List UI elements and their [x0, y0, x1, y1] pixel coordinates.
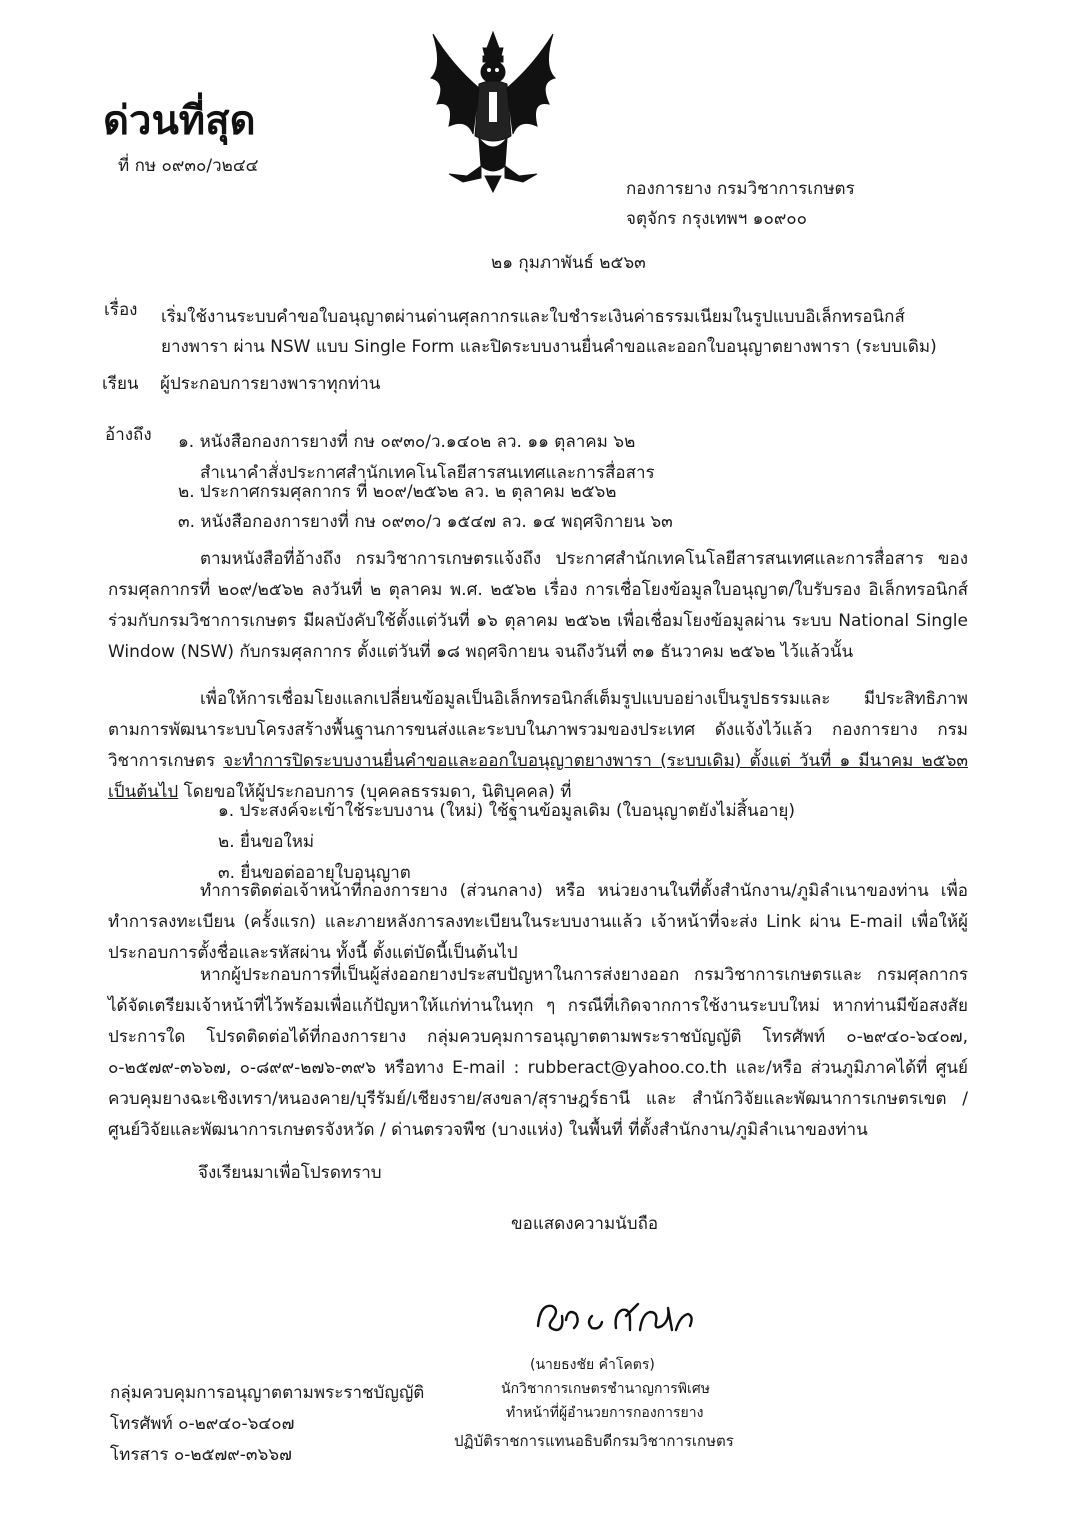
handwritten-signature — [530, 1286, 700, 1346]
reference-item: ๒. ประกาศกรมศุลกากร ที่ ๒๐๙/๒๕๖๒ ลว. ๒ ตุลาคม ๒๕๖๒ — [178, 482, 617, 502]
signatory-name: (นายธงชัย คำโคตร) — [530, 1357, 655, 1373]
reference-line: ๑. หนังสือกองการยางที่ กษ ๐๙๓๐/ว.๑๔๐๒ ลว. ๑๑ ตุลาคม ๖๒ — [178, 432, 636, 452]
reference-item — [178, 427, 655, 489]
paragraph-text: โดยขอให้ผู้ประกอบการ (บุคคลธรรมดา, นิติบุคคล) ที่ — [178, 782, 572, 802]
subject-label: เรื่อง — [104, 300, 138, 320]
urgency-heading: ด่วนที่สุด — [103, 98, 256, 144]
body-paragraph — [108, 960, 968, 1146]
reference-line: สำเนาคำสั่งประกาศสำนักเทคโนโลยีสารสนเทศและการสื่อสาร — [200, 463, 655, 483]
complimentary-close: ขอแสดงความนับถือ — [511, 1214, 659, 1234]
paragraph-text: หากผู้ประกอบการที่เป็นผู้ส่งออกยางประสบปัญหาในการส่งยางออก กรมวิชาการเกษตรและ กรมศุลกากร ได้จัดเตรียมเจ้าหน้าที่ไว้พร้อมเพื่อแก้ปัญหาให้แก่ท่านในทุก ๆ กรณีที่เกิดจากการใช้งานระบบใหม่ หากท่านมีข้อสงสัยประการใด โปรดติดต่อได้ที่กองการยาง กลุ่มควบคุมการอนุญาตตามพระราชบัญญัติ โทรศัพท์ ๐-๒๙๔๐-๖๔๐๗, ๐-๒๕๗๙-๓๖๖๗, ๐-๘๙๙-๒๗๖-๓๙๖ หรือทาง E-mail : rubberact@yahoo.co.th และ/หรือ ส่วนภูมิภาคได้ที่ ศูนย์ควบคุมยางฉะเชิงเทรา/หนองคาย/บุรีรัมย์/เชียงราย/สงขลา/สุราษฎร์ธานี และ สำนักวิจัยและพัฒนาการเกษตรเขต / ศูนย์วิจัยและพัฒนาการเกษตรจังหวัด / ด่านตรวจพืช (บางแห่ง) ในพื้นที่ ที่ตั้งสำนักงาน/ภูมิลำเนาของท่าน — [108, 965, 968, 1140]
signatory-position: นักวิชาการเกษตรชำนาญการพิเศษ — [501, 1381, 710, 1397]
addressee-label: เรียน — [102, 374, 139, 394]
reference-item: ๓. หนังสือกองการยางที่ กษ ๐๙๓๐/ว ๑๕๔๗ ลว. ๑๔ พฤศจิกายน ๖๓ — [178, 512, 673, 532]
list-item: ๑. ประสงค์จะเข้าใช้ระบบงาน (ใหม่) ใช้ฐานข้อมูลเดิม (ใบอนุญาตยังไม่สิ้นอายุ) — [218, 801, 795, 821]
document-reference-number: ที่ กษ ๐๙๓๐/ว๒๔๔ — [118, 156, 259, 176]
footer-phone: โทรศัพท์ ๐-๒๙๔๐-๖๔๐๗ — [110, 1414, 295, 1434]
agency-name: กองการยาง กรมวิชาการเกษตร — [626, 179, 855, 199]
footer-fax: โทรสาร ๐-๒๕๗๙-๓๖๖๗ — [110, 1445, 292, 1465]
body-paragraph — [108, 684, 968, 808]
garuda-emblem-icon — [423, 26, 563, 198]
subject-line: เริ่มใช้งานระบบคำขอใบอนุญาตผ่านด่านศุลกากรและใบชำระเงินค่าธรรมเนียมในรูปแบบอิเล็กทรอนิกส์ — [161, 307, 905, 327]
contact-footer — [110, 1378, 424, 1471]
signatory-position: ปฏิบัติราชการแทนอธิบดีกรมวิชาการเกษตร — [454, 1432, 734, 1450]
addressee-text: ผู้ประกอบการยางพาราทุกท่าน — [160, 374, 381, 394]
paragraph-text: เพื่อให้การเชื่อมโยงแลกเปลี่ยนข้อมูลเป็นอิเล็กทรอนิกส์เต็มรูปแบบอย่างเป็นรูปธรรมและ มีประสิทธิภาพตามการพัฒนาระบบโครงสร้างพื้นฐานการขนส่งและระบบในภาพรวมของประเทศ ดังแจ้งไว้แล้ว กองการยาง กรมวิชาการเกษตร — [108, 689, 968, 771]
underlined-notice: จะทำการปิดระบบงานยื่นคำขอและออกใบอนุญาตยางพารา (ระบบเดิม) ตั้งแต่ วันที่ ๑ มีนาคม ๒๕๖๓ เป็นต้นไป — [108, 751, 968, 802]
closing-sentence: จึงเรียนมาเพื่อโปรดทราบ — [198, 1163, 382, 1183]
body-paragraph — [108, 876, 968, 969]
issuing-agency — [626, 174, 855, 234]
list-item: ๒. ยื่นขอใหม่ — [218, 832, 315, 852]
subject-line: ยางพารา ผ่าน NSW แบบ Single Form และปิดระบบงานยื่นคำขอและออกใบอนุญาตยางพารา (ระบบเดิม) — [161, 337, 937, 357]
signatory-position: ทำหน้าที่ผู้อำนวยการกองการยาง — [506, 1405, 704, 1421]
document-date: ๒๑ กุมภาพันธ์ ๒๕๖๓ — [491, 253, 646, 273]
list-item: ๓. ยื่นขอต่ออายุใบอนุญาต — [218, 863, 411, 883]
footer-unit: กลุ่มควบคุมการอนุญาตตามพระราชบัญญัติ — [110, 1383, 425, 1403]
references-label: อ้างถึง — [105, 425, 152, 445]
subject-text — [161, 302, 937, 362]
paragraph-text: ตามหนังสือที่อ้างถึง กรมวิชาการเกษตรแจ้งถึง ประกาศสำนักเทคโนโลยีสารสนเทศและการสื่อสาร ของกรมศุลกากรที่ ๒๐๙/๒๕๖๒ ลงวันที่ ๒ ตุลาคม พ.ศ. ๒๕๖๒ เรื่อง การเชื่อโยงข้อมูลใบอนุญาต/ใบรับรอง อิเล็กทรอนิกส์ร่วมกับกรมวิชาการเกษตร มีผลบังคับใช้ตั้งแต่วันที่ ๑๖ ตุลาคม ๒๕๖๒ เพื่อเชื่อมโยงข้อมูลผ่าน ระบบ National Single Window (NSW) กับกรมศุลกากร ตั้งแต่วันที่ ๑๘ พฤศจิกายน จนถึงวันที่ ๓๑ ธันวาคม ๒๕๖๒ ไว้แล้วนั้น — [108, 549, 968, 662]
agency-address: จตุจักร กรุงเทพฯ ๑๐๙๐๐ — [626, 209, 808, 229]
paragraph-text: ทำการติดต่อเจ้าหน้าที่กองการยาง (ส่วนกลาง) หรือ หน่วยงานในที่ตั้งสำนักงาน/ภูมิลำเนาของท่าน เพื่อทำการลงทะเบียน (ครั้งแรก) และภายหลังการลงทะเบียนในระบบงานแล้ว เจ้าหน้าที่จะส่ง Link ผ่าน E-mail เพื่อให้ผู้ประกอบการตั้งชื่อและรหัสผ่าน ทั้งนี้ ตั้งแต่บัดนี้เป็นต้นไป — [108, 881, 968, 963]
body-paragraph — [108, 544, 968, 668]
